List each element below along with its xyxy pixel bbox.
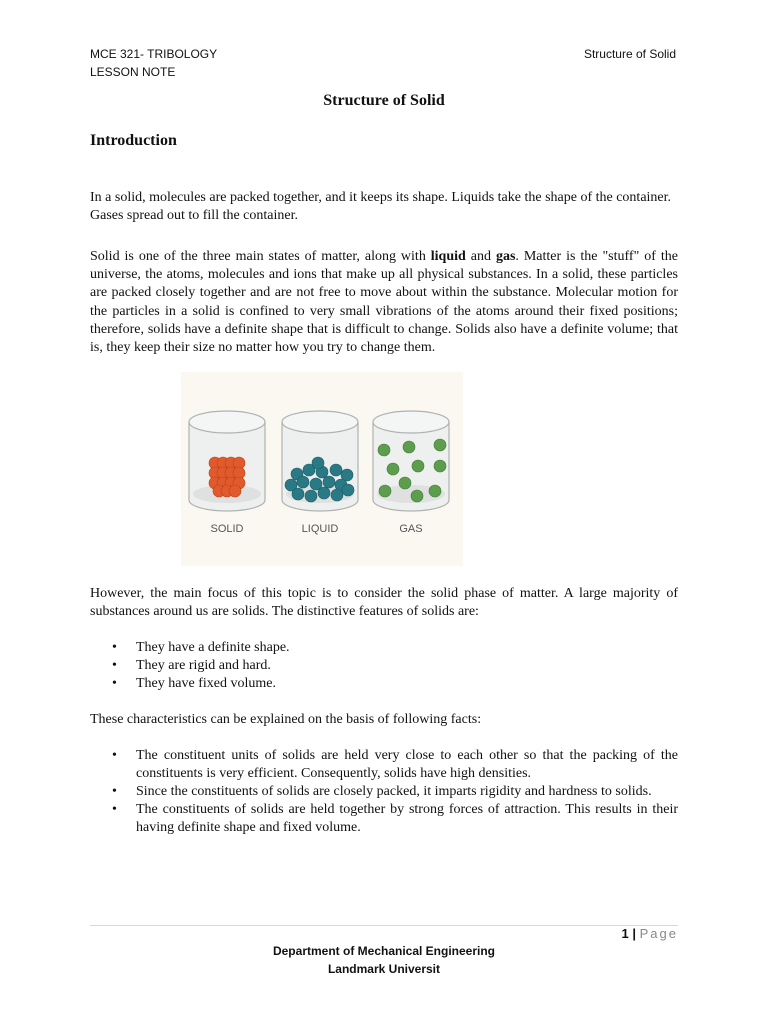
features-list xyxy=(90,639,678,693)
liquid-jar xyxy=(282,411,358,511)
header-course: MCE 321- TRIBOLOGY xyxy=(90,47,218,61)
footer-divider xyxy=(90,925,678,926)
facts-list xyxy=(90,747,678,837)
header-note-type: LESSON NOTE xyxy=(90,65,176,79)
list-item: • The constituent units of solids are held very close to each other so that the packing of the constituents is very efficient. Consequently, solids have high densities. xyxy=(112,748,678,781)
bold-liquid: liquid xyxy=(430,249,466,264)
bold-gas: gas xyxy=(495,249,516,264)
states-of-matter-figure xyxy=(181,372,463,566)
list-item: • They have a definite shape. xyxy=(112,640,290,655)
section-heading: Introduction xyxy=(90,132,177,149)
label-solid: SOLID xyxy=(210,523,244,535)
solid-definition-paragraph: Solid is one of the three main states of matter, along with liquid and gas. Matter is the "stuff" of the universe, the atoms, molecules and ions that make up all physical substances. In a solid, these particles are packed closely together and are not free to move about within the substance. Molecular motion for the particles in a solid is confined to very small vibrations of the atoms around their fixed positions; therefore, solids have a definite shape that is difficult to change. Solids also have a definite volume; that is, they keep their size no matter how you try to change them. xyxy=(90,249,678,356)
header-topic: Structure of Solid xyxy=(583,47,676,61)
gas-jar xyxy=(373,411,449,511)
page-title: Structure of Solid xyxy=(323,92,445,109)
page-number: 1 | Page xyxy=(621,926,678,941)
solid-particles xyxy=(209,457,245,497)
footer-department: Department of Mechanical Engineering xyxy=(272,944,496,958)
list-item: • They are rigid and hard. xyxy=(112,658,271,673)
list-item: • Since the constituents of solids are closely packed, it imparts rigidity and hardness to solids. xyxy=(112,784,652,799)
list-item: • The constituents of solids are held together by strong forces of attraction. This results in their having definite shape and fixed volume. xyxy=(112,802,678,835)
facts-intro-paragraph: These characteristics can be explained on the basis of following facts: xyxy=(90,712,482,727)
label-gas: GAS xyxy=(399,523,423,535)
solid-jar xyxy=(189,411,265,511)
list-item: • They have fixed volume. xyxy=(112,676,276,691)
intro-paragraph: In a solid, molecules are packed together, and it keeps its shape. Liquids take the shape of the container. Gases spread out to fill the container. xyxy=(90,190,672,224)
label-liquid: LIQUID xyxy=(301,523,339,535)
focus-paragraph: However, the main focus of this topic is to consider the solid phase of matter. A large majority of substances around us are solids. The distinctive features of solids are: xyxy=(90,586,678,620)
footer-university: Landmark Universit xyxy=(327,962,441,976)
